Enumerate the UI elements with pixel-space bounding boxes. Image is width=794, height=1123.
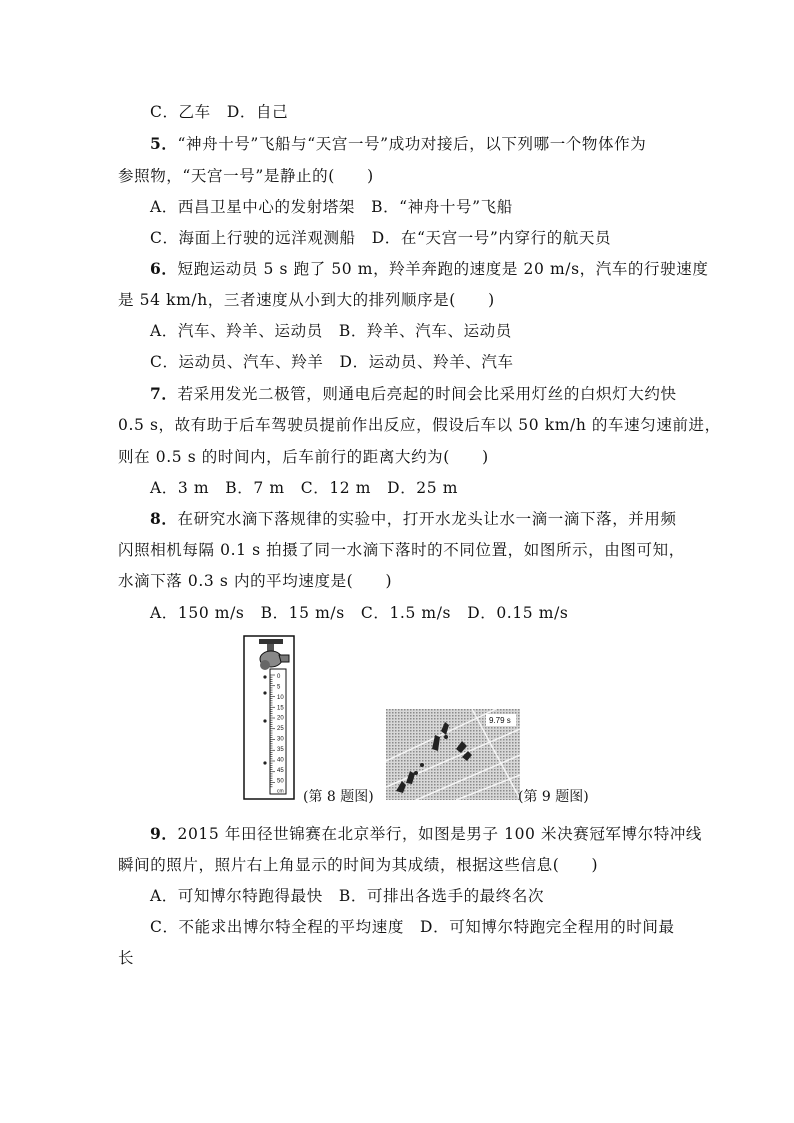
ruler-label: 15 <box>277 705 284 712</box>
q5-options-cd: C．海面上行驶的远洋观测船 D．在“天宫一号”内穿行的航天员 <box>150 229 612 247</box>
q8-number: 8． <box>150 509 178 528</box>
fig8-caption: (第 8 题图) <box>303 789 374 805</box>
q8-stem-text1: 在研究水滴下落规律的实验中，打开水龙头让水一滴一滴下落，并用频 <box>177 510 677 528</box>
q6-stem-line2: 是 54 km/h，三者速度从小到大的排列顺序是( ) <box>118 291 495 309</box>
ruler-label: 20 <box>277 715 284 722</box>
q9-stem-line1 <box>150 824 702 844</box>
q6-options-ab: A．汽车、羚羊、运动员 B．羚羊、汽车、运动员 <box>150 322 512 340</box>
q5-stem-line2: 参照物，“天宫一号”是静止的( ) <box>118 167 374 185</box>
ruler-label: 40 <box>277 757 284 764</box>
q8-stem-line1 <box>150 509 677 529</box>
q7-stem-text1: 若采用发光二极管，则通电后亮起的时间会比采用灯丝的白炽灯大约快 <box>177 385 677 403</box>
q6-stem-text1: 短跑运动员 5 s 跑了 50 m，羚羊奔跑的速度是 20 m/s，汽车的行驶速度 <box>177 260 709 278</box>
fig9-caption: (第 9 题图) <box>518 789 589 805</box>
fig8-ruler-figure <box>243 635 295 800</box>
q5-stem-text1: “神舟十号”飞船与“天宫一号”成功对接后，以下列哪一个物体作为 <box>177 135 647 153</box>
q6-number: 6． <box>150 259 178 278</box>
q6-stem-line1 <box>150 259 708 279</box>
q7-options: A．3 m B．7 m C．12 m D．25 m <box>150 479 459 497</box>
ruler-label: 30 <box>277 736 284 743</box>
q8-options: A．150 m/s B．15 m/s C．1.5 m/s D．0.15 m/s <box>150 604 569 622</box>
q7-stem-line2: 0.5 s，故有助于后车驾驶员提前作出反应，假设后车以 50 km/h 的车速匀速前进， <box>118 416 721 434</box>
q8-stem-line3: 水滴下落 0.3 s 内的平均速度是( ) <box>118 572 393 590</box>
q7-stem-line3: 则在 0.5 s 的时间内，后车前行的距离大约为( ) <box>118 448 489 466</box>
ruler-label: cm <box>277 788 284 795</box>
q8-stem-line2: 闪照相机每隔 0.1 s 拍摄了同一水滴下落时的不同位置，如图所示，由图可知， <box>118 541 685 559</box>
q9-stem-text1: 2015 年田径世锦赛在北京举行，如图是男子 100 米决赛冠军博尔特冲线 <box>177 825 703 843</box>
fig9-photo-figure <box>386 709 520 800</box>
q9-number: 9． <box>150 824 178 843</box>
q7-number: 7． <box>150 384 178 403</box>
q7-stem-line1 <box>150 384 677 404</box>
ruler-label: 45 <box>277 767 284 774</box>
q5-options-ab: A．西昌卫星中心的发射塔架 B．“神舟十号”飞船 <box>150 198 513 216</box>
q5-stem-line1 <box>150 134 646 154</box>
ruler-label: 5 <box>277 684 281 691</box>
q6-options-cd: C．运动员、汽车、羚羊 D．运动员、羚羊、汽车 <box>150 353 514 371</box>
ruler-label: 35 <box>277 746 284 753</box>
ruler-label: 0 <box>277 674 281 680</box>
q9-options-cd-wrap: 长 <box>118 949 135 967</box>
finish-time: 9.79 s <box>489 716 511 725</box>
q9-options-cd: C．不能求出博尔特全程的平均速度 D．可知博尔特跑完全程用的时间最 <box>150 918 675 936</box>
q9-stem-line2: 瞬间的照片，照片右上角显示的时间为其成绩，根据这些信息( ) <box>118 856 599 874</box>
q9-options-ab: A．可知博尔特跑得最快 B．可排出各选手的最终名次 <box>150 887 545 905</box>
q5-number: 5． <box>150 134 178 153</box>
ruler-label: 25 <box>277 726 284 733</box>
q4-options-cd: C．乙车 D．自己 <box>150 103 289 121</box>
ruler-label: 50 <box>277 778 284 785</box>
ruler-label: 10 <box>277 694 284 701</box>
